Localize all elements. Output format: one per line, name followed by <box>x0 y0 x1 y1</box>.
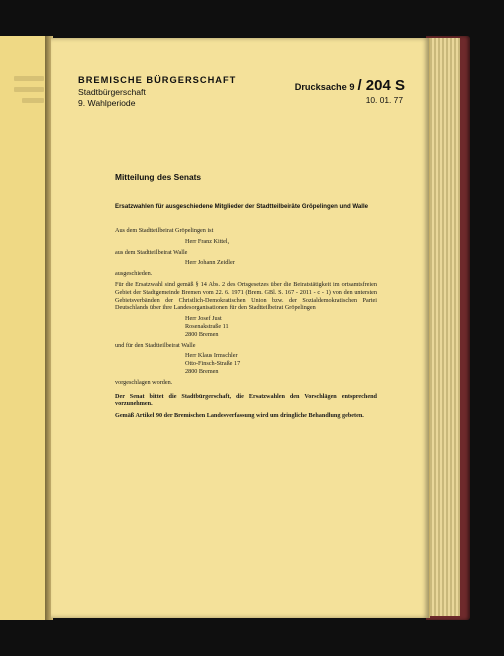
bleed-through-mark <box>14 87 44 92</box>
body-line: vorgeschlagen worden. <box>115 378 173 386</box>
body-line: aus dem Stadtteilbeirat Walle <box>115 248 188 256</box>
body-line: ausgeschieden. <box>115 270 153 278</box>
org-subtitle: Stadtbürgerschaft <box>78 87 146 97</box>
document-date: 10. 01. 77 <box>365 95 403 105</box>
document-body <box>115 227 377 420</box>
legislative-period: 9. Wahlperiode <box>78 98 136 108</box>
body-line: und für den Stadtteilbeirat Walle <box>115 341 196 349</box>
drucksache-number: / 204 S <box>357 77 405 94</box>
bleed-through-mark <box>14 76 44 81</box>
address-city: 2800 Bremen <box>185 330 219 338</box>
address-city: 2800 Bremen <box>185 367 219 375</box>
address-name: Herr Klaus Irmschler <box>185 352 238 360</box>
drucksache-block <box>295 77 405 105</box>
bleed-through-mark <box>22 98 44 103</box>
address-name: Herr Josef Just <box>185 315 222 323</box>
document-heading: Mitteilung des Senats <box>115 172 202 182</box>
previous-page <box>0 36 48 620</box>
issuer-block <box>78 74 236 109</box>
address-street: Otto-Finsch-Straße 17 <box>185 360 241 368</box>
drucksache-label: Drucksache 9 <box>294 82 355 92</box>
body-line: Aus dem Stadtteilbeirat Gröpelingen ist <box>115 227 214 234</box>
body-paragraph: Für die Ersatzwahl sind gemäß § 14 Abs. 2 des Ortsgesetzes über die Beiratstätigkeit im ortsamtsfreien Gebiet der Stadtgemeinde Bremen vom 22. 6. 1971 (Brem. GBl. S. 167 - 2011 - c - 1) von den untersten Gebietsverbänden der Christlich-Demokratischen Union bzw. der Sozialdemokratischen Partei Deutschlands über ihre Landesorganisationen für den Stadtteilbeirat Gröpelingen <box>115 280 377 312</box>
urgency-note: Gemäß Artikel 90 der Bremischen Landesverfassung wird um dringliche Behandlung gebeten. <box>115 412 364 420</box>
person-name: Herr Franz Kittel, <box>185 237 230 245</box>
person-name: Herr Johann Zeidler <box>185 259 235 267</box>
document-subject: Ersatzwahlen für ausgeschiedene Mitglieder der Stadtteilbeiräte Gröpelingen und Walle <box>115 203 369 210</box>
senate-request: Der Senat bittet die Stadtbürgerschaft, die Ersatzwahlen den Vorschlägen entsprechend vorzunehmen. <box>115 392 377 408</box>
address-street: Rosenakstraße 11 <box>185 322 229 330</box>
org-name: BREMISCHE BÜRGERSCHAFT <box>78 75 237 85</box>
document-page <box>51 38 429 618</box>
